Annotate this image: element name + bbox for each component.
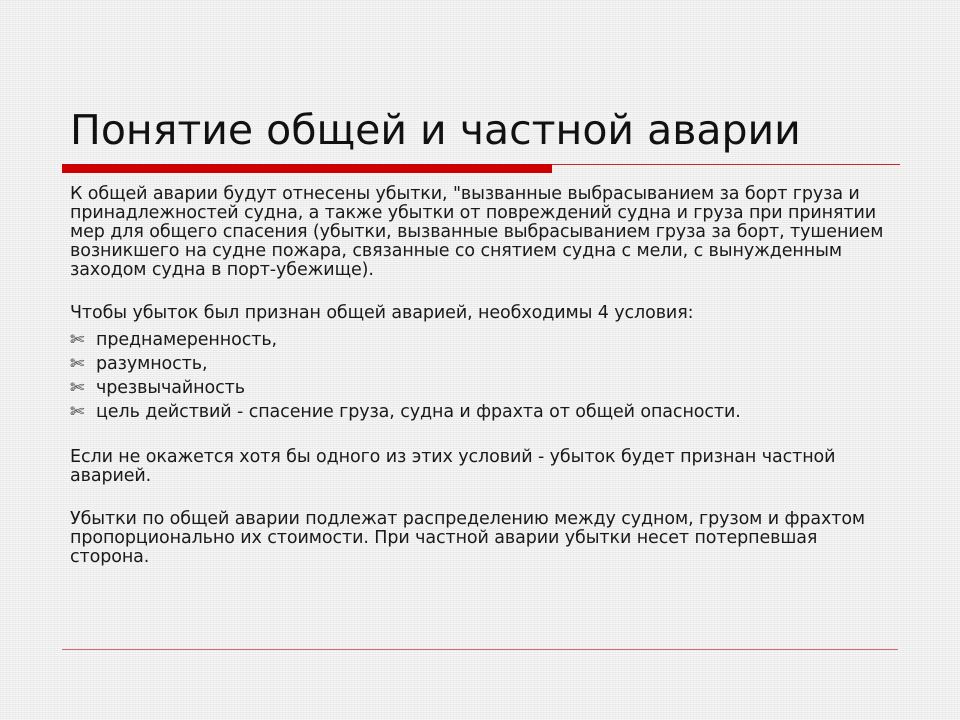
scissors-icon: ✄ bbox=[70, 354, 85, 374]
conditions-lead: Чтобы убыток был признан общей аварией, необходимы 4 условия: bbox=[70, 303, 694, 323]
list-item bbox=[70, 376, 890, 400]
slide-body bbox=[70, 185, 890, 567]
slide-title: Понятие общей и частной аварии bbox=[70, 106, 801, 154]
list-item bbox=[70, 352, 890, 376]
condition-text: цель действий - спасение груза, судна и фрахта от общей опасности. bbox=[96, 402, 741, 422]
distribution-paragraph: Убытки по общей аварии подлежат распределению между судном, грузом и фрахтом пропорционально их стоимости. При частной аварии убытки несет потерпевшая сторона. bbox=[70, 509, 866, 567]
scissors-icon: ✄ bbox=[70, 378, 85, 398]
condition-text: преднамеренность, bbox=[96, 330, 278, 350]
intro-paragraph: К общей аварии будут отнесены убытки, "вызванные выбрасыванием за борт груза и принадлежностей судна, а также убытки от повреждений судна и груза при принятии мер для общего спасения (убытки, вызванные выбрасыванием груза за борт, тушением возникшего на судне пожара, связанные со снятием судна с мели, с вынужденным заходом судна в порт-убежище). bbox=[70, 184, 884, 280]
scissors-icon: ✄ bbox=[70, 402, 85, 422]
scissors-icon: ✄ bbox=[70, 330, 85, 350]
footer-divider bbox=[62, 649, 898, 650]
list-item bbox=[70, 328, 890, 352]
list-item bbox=[70, 400, 890, 424]
condition-text: чрезвычайность bbox=[96, 378, 245, 398]
conditions-list bbox=[70, 328, 890, 424]
condition-text: разумность, bbox=[96, 354, 208, 374]
particular-average-paragraph: Если не окажется хотя бы одного из этих условий - убыток будет признан частной аварией. bbox=[70, 447, 836, 486]
title-divider-accent bbox=[62, 164, 552, 173]
